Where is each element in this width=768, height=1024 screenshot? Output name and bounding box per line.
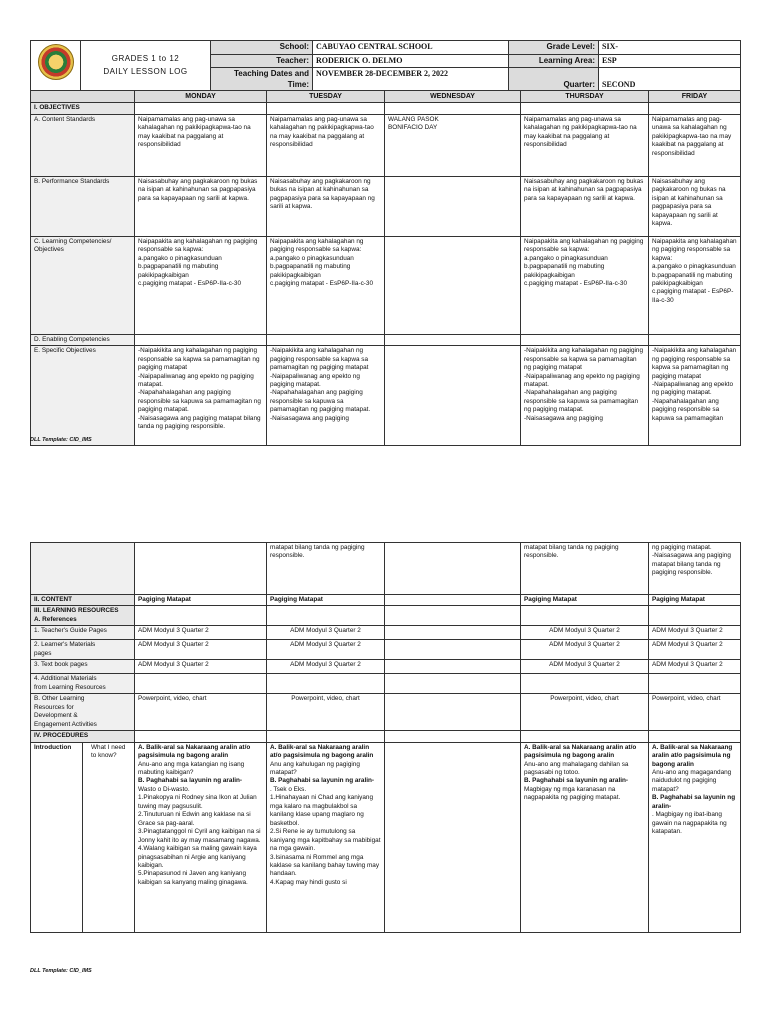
day-cell [521,103,649,114]
row-label: D. Enabling Competencies [31,334,135,345]
day-cell [267,606,385,626]
objective-row [31,114,741,176]
school-value: CABUYAO CENTRAL SCHOOL [313,41,509,55]
quarter-label: Quarter: [509,68,599,92]
corner-cell [31,91,135,103]
day-cell [135,103,267,114]
day-cell: -Naipakikita ang kahalagahan ng pagiging responsable sa kapwa sa pamamagitan ng pagiging matapat -Naipapaliwanag ang epekto ng pagiging matapat. -Napahahalagahan ang pagiging responsible sa kapuwa sa pamamagitan ng pagiging matapat. -Naisasagawa ang pagiging [267,346,385,446]
dates-value: NOVEMBER 28-DECEMBER 2, 2022 [313,68,509,92]
day-cell: ng pagiging matapat. -Naisasagawa ang pagiging matapat bilang tanda ng pagiging responsible. [649,543,741,595]
intro-cell-friday [649,742,741,932]
day-cell [649,606,741,626]
row-label [31,543,135,595]
day-header-row [31,91,741,103]
row-label: B. Performance Standards [31,176,135,236]
resource-row [31,694,741,731]
objective-row [31,103,741,114]
day-cell: ADM Modyul 3 Quarter 2 [135,640,267,660]
header-table [30,40,741,92]
row-label: A. Content Standards [31,114,135,176]
intro-row [31,742,741,932]
day-cell [385,334,521,345]
day-cell [135,674,267,694]
day-cell [267,674,385,694]
grade-label: Grade Level: [509,41,599,55]
intro-text: A. Balik-aral sa Nakaraang aralin at/o pagsisimula ng bagong aralin Anu-ano ang mga katangian ng isang mabuting kaibigan? B. Paghahabi sa layunin ng aralin- Wasto o Di-wasto. 1.Pinakopya ni Rodney sina Ikon at Julian tuwing may pagsusulit. 2.Tinuturuan ni Edwin ang kaklase na si Grace sa pag-aaral. 3.Pinagtatanggol ni Cyril ang kaibigan na si Jonny kahit ito ay may masamang nagawa. 4.Walang kaibigan sa maling gawain kaya pinagsasabihan ni Argie ang kaniyang kaibigan. 5.Pinapasunod ni Javen ang kaniyang kaibigan sa kanyang maling ginagawa. [138,743,261,886]
resource-row [31,674,741,694]
day-cell [267,103,385,114]
day-cell: Naipamamalas ang pag-unawa sa kahalagahan ng pakikipagkapwa-tao na may kaakibat na paggalang at responsibilidad [521,114,649,176]
content-section [30,542,740,933]
intro-sub-label: What I need to know? [83,742,135,932]
day-cell [135,334,267,345]
day-cell: Pagiging Matapat [135,595,267,606]
intro-text: A. Balik-aral sa Nakaraang aralin at/o pagsisimula ng bagong aralin Anu-ano ang magagandang naidudulot ng pagiging matapat? B. Paghahabi sa layunin ng aralin- . Magbigay ng ibat-ibang gawain na nagpapakita ng katapatan. [652,743,736,836]
day-cell: Naipamamalas ang pag-unawa sa kahalagahan ng pakikipagkapwa-tao na may kaakibat na paggalang at responsibilidad [267,114,385,176]
row-label: III. LEARNING RESOURCES A. References [31,606,135,626]
day-cell: -Naipakikita ang kahalagahan ng pagiging responsable sa kapwa sa pamamagitan ng pagiging matapat -Naipapaliwanag ang epekto ng pagiging matapat. -Napahahalagahan ang pagiging responsible sa kapuwa sa pamamagitan [649,346,741,446]
day-friday: FRIDAY [649,91,741,103]
row-label: 4. Additional Materials from Learning Resources [31,674,135,694]
day-cell [385,731,521,742]
resource-row [31,660,741,674]
day-cell: ADM Modyul 3 Quarter 2 [267,626,385,640]
intro-cell-wednesday [385,742,521,932]
day-cell: -Naipakikita ang kahalagahan ng pagiging responsable sa kapwa sa pamamagitan ng pagiging matapat -Naipapaliwanag ang epekto ng pagiging matapat. -Napahahalagahan ang pagiging responsible sa kapuwa sa pamamagitan ng pagiging matapat. -Naisasagawa ang pagiging [521,346,649,446]
day-cell: -Naipakikita ang kahalagahan ng pagiging responsable sa kapwa sa pamamagitan ng pagiging matapat -Naipapaliwanag ang epekto ng pagiging matapat. -Napahahalagahan ang pagiging responsible sa kapuwa sa pamamagitan ng pagiging matapat. -Naisasagawa ang pagiging matapat bilang tanda ng pagiging responsible. [135,346,267,446]
day-cell: Powerpoint, video, chart [649,694,741,731]
day-cell [521,674,649,694]
day-cell: ADM Modyul 3 Quarter 2 [521,660,649,674]
day-cell: Naisasabuhay ang pagkakaroon ng bukas na isipan at kahinahunan sa pagpapasiya para sa kapayapaan ng sarili at kapwa. [135,176,267,236]
day-cell [135,731,267,742]
day-cell: matapat bilang tanda ng pagiging responsible. [267,543,385,595]
day-cell [521,731,649,742]
day-tuesday: TUESDAY [267,91,385,103]
day-thursday: THURSDAY [521,91,649,103]
day-cell: ADM Modyul 3 Quarter 2 [521,640,649,660]
objective-row [31,334,741,345]
school-label: School: [211,41,313,55]
day-cell [135,543,267,595]
row-label: C. Learning Competencies/ Objectives [31,236,135,334]
area-value: ESP [599,54,741,68]
objectives-table [30,90,741,446]
intro-cell-monday [135,742,267,932]
day-cell: ADM Modyul 3 Quarter 2 [267,660,385,674]
row-label: I. OBJECTIVES [31,103,135,114]
intro-cell-tuesday [267,742,385,932]
day-cell: Naisasabuhay ang pagkakaroon ng bukas na isipan at kahinahunan sa pagpapasiya para sa kapayapaan ng sarili at kapwa. [521,176,649,236]
day-cell [385,543,521,595]
school-seal [31,41,81,92]
day-cell: Powerpoint, video, chart [267,694,385,731]
day-cell [385,640,521,660]
resource-row [31,731,741,742]
title-line-2: DAILY LESSON LOG [103,67,188,77]
day-cell [267,731,385,742]
day-cell: Naipamamalas ang pag-unawa sa kahalagahan ng pakikipagkapwa-tao na may kaakibat na paggalang at responsibilidad [135,114,267,176]
resource-row [31,543,741,595]
resource-row [31,640,741,660]
resource-row [31,595,741,606]
day-cell [385,346,521,446]
objective-row [31,176,741,236]
day-cell [385,236,521,334]
day-cell: Pagiging Matapat [267,595,385,606]
day-cell: ADM Modyul 3 Quarter 2 [521,626,649,640]
objectives-rows [31,103,741,446]
teacher-value: RODERICK O. DELMO [313,54,509,68]
intro-text: A. Balik-aral sa Nakaraang aralin at/o pagsisimula ng bagong aralin Anu-ano ang mahalagang dahilan sa pagsasabi ng totoo. B. Paghahabi sa layunin ng aralin- Magbigay ng mga karanasan na nagpapakita ng pagiging matapat. [524,743,637,802]
day-cell [385,176,521,236]
day-monday: MONDAY [135,91,267,103]
grade-value: SIX- [599,41,741,55]
row-label: 3. Text book pages [31,660,135,674]
day-cell: Pagiging Matapat [521,595,649,606]
day-cell: Naipapakita ang kahalagahan ng pagiging responsable sa kapwa: a.pangako o pinagkasunduan b.pagpapanatili ng mabuting pakikipagkaibigan c.pagiging matapat - EsP6P-IIa-c-30 [521,236,649,334]
row-label: B. Other Learning Resources for Development & Engagement Activities [31,694,135,731]
day-cell: ADM Modyul 3 Quarter 2 [135,626,267,640]
row-label: II. CONTENT [31,595,135,606]
lesson-header [30,40,740,92]
day-cell: WALANG PASOK BONIFACIO DAY [385,114,521,176]
row-label: 2. Learner's Materials pages [31,640,135,660]
day-cell: ADM Modyul 3 Quarter 2 [649,660,741,674]
day-cell [649,674,741,694]
day-cell [521,334,649,345]
day-cell [649,731,741,742]
objectives-section [30,90,740,446]
intro-cell-thursday [521,742,649,932]
day-cell: Pagiging Matapat [649,595,741,606]
day-cell [521,606,649,626]
day-cell [267,334,385,345]
dates-label: Teaching Dates and Time: [211,68,313,92]
day-cell [385,103,521,114]
footer-template-2: DLL Template: CID_IMS [30,968,92,974]
day-cell: Naipapakita ang kahalagahan ng pagiging responsable sa kapwa: a.pangako o pinagkasunduan b.pagpapanatili ng mabuting pakikipagkaibigan c.pagiging matapat - EsP6P-IIa-c-30 [267,236,385,334]
day-cell [649,334,741,345]
objective-row [31,236,741,334]
day-cell [649,103,741,114]
row-label: IV. PROCEDURES [31,731,135,742]
objective-row [31,346,741,446]
day-cell: ADM Modyul 3 Quarter 2 [135,660,267,674]
day-cell: Naipamamalas ang pag-unawa sa kahalagahan ng pakikipagkapwa-tao na may kaakibat na paggalang at responsibilidad [649,114,741,176]
day-cell: Naisasabuhay ang pagkakaroon ng bukas na isipan at kahinahunan sa pagpapasiya para sa kapayapaan ng sarili at kapwa. [649,176,741,236]
day-cell [385,595,521,606]
day-cell: Powerpoint, video, chart [135,694,267,731]
content-table [30,542,741,933]
day-cell: matapat bilang tanda ng pagiging responsible. [521,543,649,595]
day-cell: ADM Modyul 3 Quarter 2 [649,640,741,660]
day-cell: Powerpoint, video, chart [521,694,649,731]
quarter-value: SECOND [599,68,741,92]
teacher-label: Teacher: [211,54,313,68]
day-cell: Naisasabuhay ang pagkakaroon ng bukas na isipan at kahinahunan sa pagpapasiya para sa kapayapaan ng sarili at kapwa. [267,176,385,236]
footer-template-1: DLL Template: CID_IMS [30,437,92,443]
title-line-1: GRADES 1 to 12 [111,54,180,64]
day-cell [385,694,521,731]
day-cell: ADM Modyul 3 Quarter 2 [649,626,741,640]
intro-text: A. Balik-aral sa Nakaraang aralin at/o pagsisimula ng bagong aralin Anu ang kahulugan ng pagiging matapat? B. Paghahabi sa layunin ng aralin- . Tsek o Eks. 1.Hinahayaan ni Chad ang kaniyang mga kalaro na magbulakbol sa kanilang klase upang maglaro ng basketbol. 2.Si Rene ie ay tumutulong sa kaniyang mga kapitbahay sa mabibigat na mga gawain. 3.Isinasama ni Rommel ang mga kaklase sa kanilang bahay tuwing may handaan. 4.Kapag may hindi gusto si [270,743,381,886]
resource-row [31,626,741,640]
row-label: 1. Teacher's Guide Pages [31,626,135,640]
day-cell: ADM Modyul 3 Quarter 2 [267,640,385,660]
day-cell [385,606,521,626]
seal-icon [38,44,74,80]
day-cell [385,660,521,674]
day-wednesday: WEDNESDAY [385,91,521,103]
area-label: Learning Area: [509,54,599,68]
day-cell: Naipapakita ang kahalagahan ng pagiging responsable sa kapwa: a.pangako o pinagkasunduan b.pagpapanatili ng mabuting pakikipagkaibigan c.pagiging matapat - EsP6P-IIa-c-30 [135,236,267,334]
day-cell [385,626,521,640]
day-cell [135,606,267,626]
intro-label: Introduction [31,742,83,932]
content-rows [31,543,741,743]
day-cell [385,674,521,694]
row-label: E. Specific Objectives [31,346,135,446]
resource-row [31,606,741,626]
day-cell: Naipapakita ang kahalagahan ng pagiging responsable sa kapwa: a.pangako o pinagkasunduan b.pagpapanatili ng mabuting pakikipagkaibigan c.pagiging matapat - EsP6P-IIa-c-30 [649,236,741,334]
form-title [81,41,211,92]
